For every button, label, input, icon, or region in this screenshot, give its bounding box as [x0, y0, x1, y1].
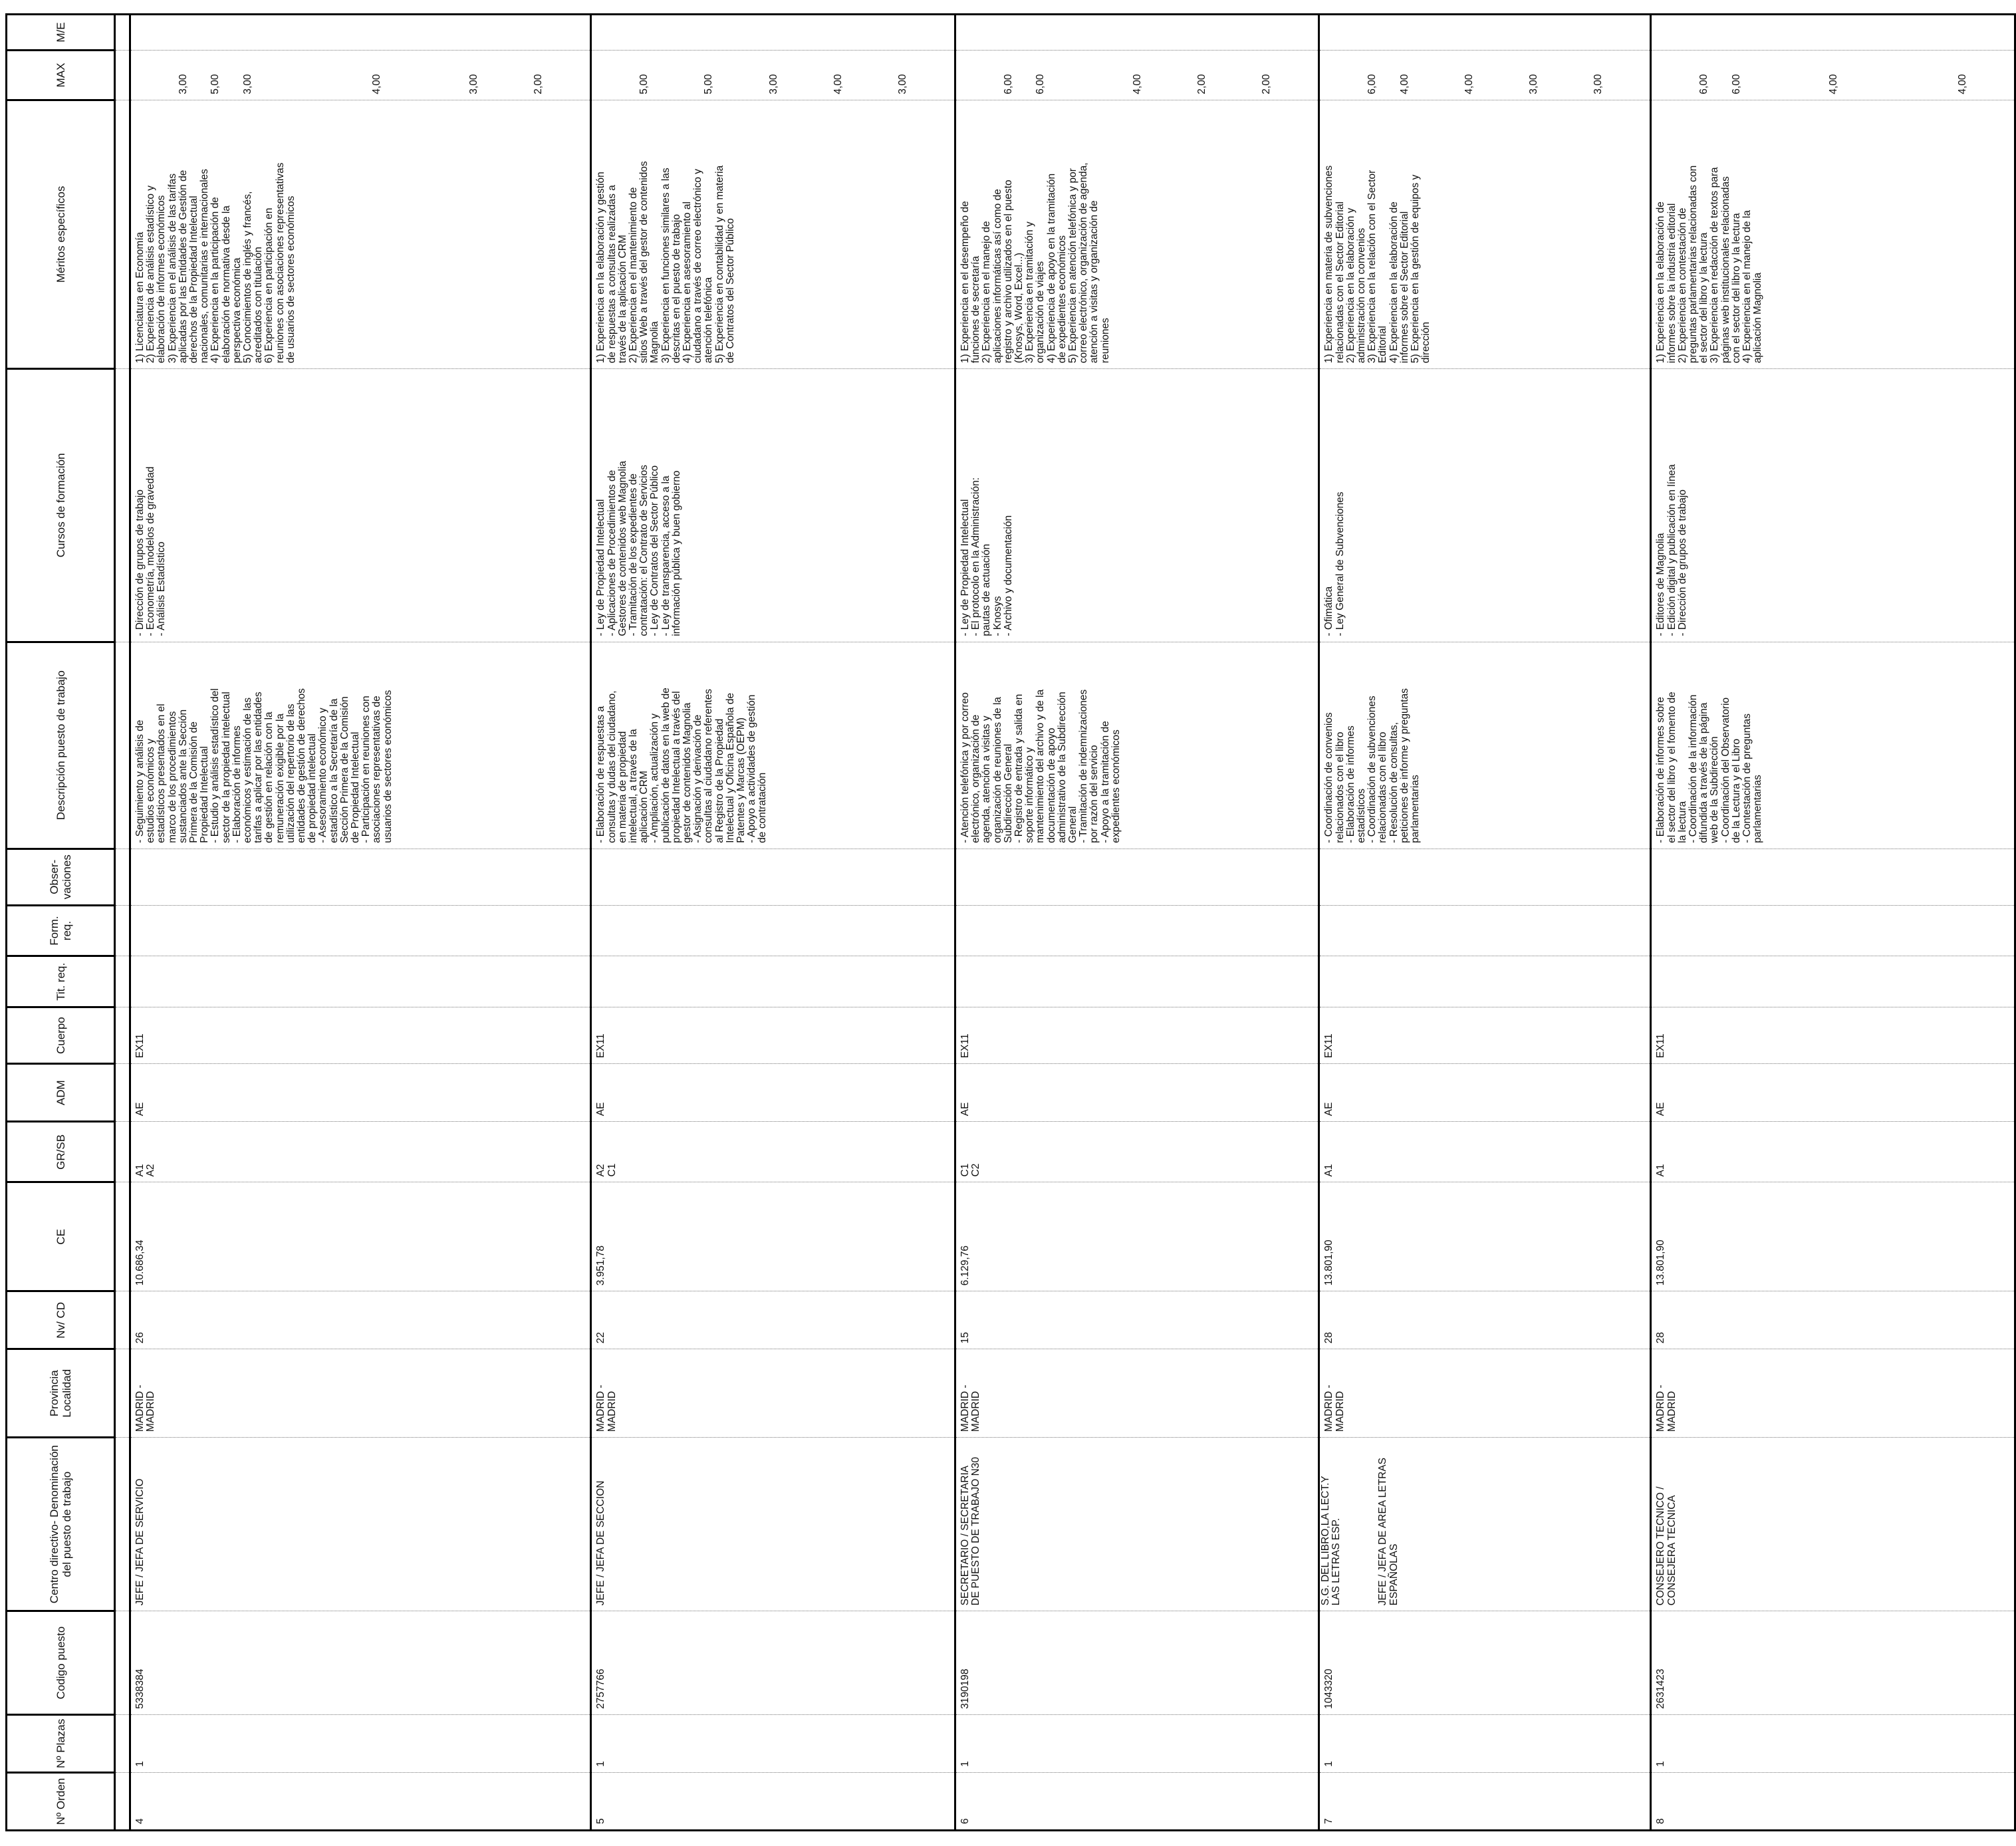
header-cuerpo: Cuerpo: [7, 1007, 115, 1064]
cell-grupo: A1: [1319, 1122, 1651, 1182]
table-row: [130, 15, 591, 1831]
header-cursos: Cursos de formación: [7, 369, 115, 642]
cell-orden: 6: [955, 1772, 1319, 1830]
header-nivel: Nv/ CD: [7, 1291, 115, 1349]
cell-ce: 10.686,34: [130, 1182, 591, 1291]
cell-cursos: - Ley de Propiedad Intelectual - Aplicaciones de Procedimientos de Gestores de contenidos web Magnolia - Tramitación de los expedientes de contratación: el Contrato de Servicios - Ley de Contratos del Sector Público - Ley de transparencia, acceso a la información pública y buen gobierno: [591, 369, 955, 642]
cell-obs: [1651, 849, 2015, 905]
cell-plazas: 1: [130, 1714, 591, 1772]
header-centro: Centro directivo- Denominación del puesto de trabajo: [7, 1438, 115, 1611]
cell-cuerpo: EX11: [1319, 1007, 1651, 1064]
cell-codigo: 5338384: [130, 1611, 591, 1715]
cell-me: [955, 15, 1319, 51]
max-score: 4,00: [1132, 74, 1144, 94]
max-score: [275, 54, 286, 94]
table-row: [591, 15, 955, 1831]
cell-descripcion: - Atención telefónica y por correo electrónico, organización de agenda, atención a visitas y organización de reuniones de la Subdirección General - Registro de entrada y salida en soporte informático y mantenimiento del archivo y de la documentación de apoyo administrativo de la Subdirección General - Tramitación de indemnizaciones por razón del servicio - Apoyo a la tramitación de expedientes económicos: [955, 642, 1319, 849]
cell-plazas: 1: [591, 1714, 955, 1772]
max-score: 3,00: [1592, 74, 1604, 94]
cell-adm: AE: [130, 1064, 591, 1122]
cell-adm: AE: [1319, 1064, 1651, 1122]
max-scores: [1678, 54, 1990, 94]
table-row: [1651, 15, 2015, 1831]
max-score: 2,00: [1196, 74, 1208, 94]
cell-cursos: - Ley de Propiedad Intelectual - El protocolo en la Administración: pautas de actuación - Knosys - Archivo y documentación: [955, 369, 1319, 642]
max-score: [1860, 54, 1871, 94]
cell-nivel: 22: [591, 1291, 955, 1349]
denominacion-text: JEFE / JEFA DE AREA LETRAS ESPAÑOLAS: [1377, 1458, 1400, 1606]
max-score: 3,00: [767, 74, 779, 94]
cell-me: [1319, 15, 1651, 51]
max-score: 5,00: [638, 74, 650, 94]
cell-orden: 5: [591, 1772, 955, 1830]
max-score: [1893, 54, 1904, 94]
cell-tit: [1319, 956, 1651, 1007]
max-score: 4,00: [1463, 74, 1475, 94]
table-row: [955, 15, 1319, 1831]
cell-orden: 7: [1319, 1772, 1651, 1830]
header-max: MAX: [7, 51, 115, 100]
max-score: [672, 54, 682, 94]
cell-meritos: 1) Experiencia en el desempeño de funciones de secretaría 2) Experiencia en el manejo de aplicaciones informáticas así como de registro y archivo utilizados en el puesto (Knosys, Word, Excel...) 3) Experiencia en tramitación y organización de viajes 4) Experiencia de apoyo en la tramitación de expedientes económicos 5) Experiencia en atención telefónica y por correo electrónico, organización de agenda, atención a visitas y organización de reuniones: [955, 100, 1319, 368]
cell-descripcion: - Seguimiento y análisis de estudios económicos y estadísticos presentados en el marco de los procedimientos sustanciados ante la Sección Primera de la Comisión de Propiedad Intelectual - Estudio y análisis estadístico del sector de la propiedad intelectual - Elaboración de informes económicos y estimación de las tarifas a aplicar por las entidades de gestión en relación con la remuneración exigible por la utilización del repertorio de las entidades de gestión de derechos de propiedad intelectual - Asesoramiento económico y estadístico a la Secretaría de la Sección Primera de la Comisión de Propiedad Intelectual - Participación en reuniones con asociaciones representativas de usuarios de sectores económicos: [130, 642, 591, 849]
cell-descripcion: - Elaboración de respuestas a consultas y dudas del ciudadano, en materia de propiedad intelectual, a través de la aplicación CRM - Ampliación, actualización y publicación de datos en la web de propiedad Intelectual a través del gestor de contenidos Magnolia - Asignación y derivación de consultas al ciudadano referentes al Registro de la Propiedad Intelectual y Oficina Española de Patentes y Marcas (OEPM) - Apoyo a actividades de gestión de contratación: [591, 642, 955, 849]
cell-plazas: 1: [1319, 1714, 1651, 1772]
cell-grupo: A2 C1: [591, 1122, 955, 1182]
cell-plazas: 1: [955, 1714, 1319, 1772]
cell-obs: [955, 849, 1319, 905]
cell-cursos: - Dirección de grupos de trabajo - Econometría, modelos de gravedad - Análisis Estadístico: [130, 369, 591, 642]
max-score: 3,00: [468, 74, 480, 94]
header-row: [7, 15, 115, 1831]
cell-nivel: 15: [955, 1291, 1319, 1349]
cell-tit: [955, 956, 1319, 1007]
cell-grupo: A1 A2: [130, 1122, 591, 1182]
cell-provincia: MADRID - MADRID: [955, 1349, 1319, 1438]
max-score: [736, 54, 747, 94]
max-score: 4,00: [1957, 74, 1968, 94]
table-row: [1319, 15, 1651, 1831]
cell-cursos: - Ofimática - Ley General de Subvenciones: [1319, 369, 1651, 642]
max-score: 6,00: [1035, 74, 1047, 94]
cell-form: [1651, 905, 2015, 956]
cell-form: [1319, 905, 1651, 956]
max-score: 2,00: [533, 74, 545, 94]
max-score: [865, 54, 876, 94]
max-score: [1497, 54, 1507, 94]
cell-meritos: 1) Experiencia en materia de subvenciones relacionadas con el Sector Editorial 2) Experiencia en la elaboración y administración con convenios 3) Experiencia en la relación con el Sector Editorial 4) Experiencia en la elaboración de informes sobre el Sector Editorial 5) Experiencia en la gestión de equipos y dirección: [1319, 100, 1651, 368]
cell-cuerpo: EX11: [955, 1007, 1319, 1064]
cell-provincia: MADRID - MADRID: [1319, 1349, 1651, 1438]
cell-tit: [591, 956, 955, 1007]
cell-provincia: MADRID - MADRID: [591, 1349, 955, 1438]
cell-cursos: - Editores de Magnolia - Edición digital y publicación en línea - Dirección de grupos de trabajo: [1651, 369, 2015, 642]
max-score: [307, 54, 318, 94]
cell-denominacion: [955, 1438, 1319, 1611]
cell-me: [1651, 15, 2015, 51]
cell-orden: 4: [130, 1772, 591, 1830]
header-ce: CE: [7, 1182, 115, 1291]
cell-adm: AE: [955, 1064, 1319, 1122]
cell-denominacion: [130, 1438, 591, 1611]
cell-max: [1319, 51, 1651, 100]
cell-grupo: A1: [1651, 1122, 2015, 1182]
max-score: 4,00: [832, 74, 844, 94]
max-score: 3,00: [896, 74, 908, 94]
denominacion-text: SECRETARIO / SECRETARIA DE PUESTO DE TRABAJO N30: [959, 1456, 982, 1606]
max-scores: [156, 54, 566, 94]
cell-codigo: 1043320: [1319, 1611, 1651, 1715]
cell-denominacion: [1651, 1438, 2015, 1611]
cell-adm: AE: [591, 1064, 955, 1122]
max-score: [1100, 54, 1111, 94]
cell-me: [130, 15, 591, 51]
cell-meritos: 1) Experiencia en la elaboración y gestión de respuestas a consultas realizadas a través de la aplicación CRM 2) Experiencia en el mantenimiento de sitios Web a través del gestor de contenidos Magnolia 3) Experiencia en funciones similares a las descritas en el puesto de trabajo 4) Experiencia en asesoramiento al ciudadano a través de correo electrónico y atención telefónica 5) Experiencia en contabilidad y en materia de Contratos del Sector Público: [591, 100, 955, 368]
cell-tit: [130, 956, 591, 1007]
cell-cuerpo: EX11: [1651, 1007, 2015, 1064]
max-score: [1925, 54, 1936, 94]
max-scores: [1346, 54, 1626, 94]
max-score: [1229, 54, 1240, 94]
cell-tit: [1651, 956, 2015, 1007]
cell-descripcion: - Elaboración de informes sobre el sector del libro y el fomento de la lectura - Coordinación de la información difundida a través de la página web de la Subdirección - Coordinación del Observatorio de la Lectura y el Libro - Contestación de preguntas parlamentarias: [1651, 642, 2015, 849]
cell-nivel: 26: [130, 1291, 591, 1349]
cell-plazas: 1: [1651, 1714, 2015, 1772]
header-plazas: Nº Plazas: [7, 1714, 115, 1772]
max-score: 2,00: [1261, 74, 1273, 94]
max-score: 3,00: [1528, 74, 1540, 94]
max-score: [404, 54, 415, 94]
cell-me: [591, 15, 955, 51]
header-orden: Nº Orden: [7, 1772, 115, 1830]
cell-adm: AE: [1651, 1064, 2015, 1122]
cell-form: [955, 905, 1319, 956]
cell-provincia: MADRID - MADRID: [130, 1349, 591, 1438]
cell-cuerpo: EX11: [591, 1007, 955, 1064]
header-provincia: Provincia Localidad: [7, 1349, 115, 1438]
cell-max: [130, 51, 591, 100]
cell-form: [591, 905, 955, 956]
max-score: 4,00: [1398, 74, 1410, 94]
max-score: [501, 54, 512, 94]
cell-nivel: 28: [1319, 1291, 1651, 1349]
max-scores: [981, 54, 1294, 94]
max-score: 6,00: [1366, 74, 1378, 94]
header-descripcion: Descripción puesto de trabajo: [7, 642, 115, 849]
header-obs: Obser- vaciones: [7, 849, 115, 905]
cell-obs: [591, 849, 955, 905]
cell-ce: 13.801,90: [1319, 1182, 1651, 1291]
cell-ce: 6.129,76: [955, 1182, 1319, 1291]
cell-ce: 13.801,90: [1651, 1182, 2015, 1291]
max-score: 6,00: [1730, 74, 1742, 94]
header-codigo: Codigo puesto: [7, 1611, 115, 1715]
cell-max: [1651, 51, 2015, 100]
centro-directivo-text: S.G. DEL LIBRO,LA LECT.Y LAS LETRAS ESP.: [1319, 1476, 1342, 1606]
max-scores: [618, 54, 930, 94]
cell-meritos: 1) Licenciatura en Economía 2) Experiencia de análisis estadístico y elaboración de informes económicos 3) Experiencia en el análisis de las tarifas aplicadas por las Entidades de Gestión de derechos de la Propiedad Intelectual nacionales, comunitarias e internacionales 4) Experiencia en la participación de elaboración de normativa desde la perspectiva económica 5) Conocimientos de inglés y francés, acreditados con titulación 6) Experiencia en participación en reuniones con asociaciones representativas de usuarios de sectores económicos: [130, 100, 591, 368]
cell-ce: 3.951,78: [591, 1182, 955, 1291]
denominacion-text: JEFE / JEFA DE SECCION: [595, 1480, 607, 1606]
cell-grupo: C1 C2: [955, 1122, 1319, 1182]
max-score: [801, 54, 811, 94]
header-form: Form. req.: [7, 905, 115, 956]
max-score: [340, 54, 350, 94]
max-score: 3,00: [242, 74, 253, 94]
header-tit: Tit. req.: [7, 956, 115, 1007]
job-positions-table: [5, 13, 2016, 1831]
max-score: [1561, 54, 1572, 94]
max-score: [1763, 54, 1774, 94]
cell-denominacion: [591, 1438, 955, 1611]
spacer-row: [115, 15, 130, 1831]
max-score: 6,00: [1002, 74, 1014, 94]
denominacion-text: JEFE / JEFA DE SERVICIO: [134, 1478, 146, 1606]
max-score: [1068, 54, 1078, 94]
header-me: M/E: [7, 15, 115, 51]
denominacion-text: CONSEJERO TECNICO / CONSEJERA TECNICA: [1655, 1486, 1678, 1606]
cell-descripcion: - Coordinación de convenios relacionados con el libro - Elaboración de informes estadísticos - Coordinación de subvenciones relacionadas con el libro - Resolución de consultas, peticiones de informe y preguntas parlamentarias: [1319, 642, 1651, 849]
cell-codigo: 2757766: [591, 1611, 955, 1715]
cell-obs: [130, 849, 591, 905]
max-score: [1796, 54, 1807, 94]
max-score: 5,00: [209, 74, 221, 94]
max-score: [437, 54, 447, 94]
max-score: 6,00: [1698, 74, 1710, 94]
max-score: [1432, 54, 1442, 94]
cell-orden: 8: [1651, 1772, 2015, 1830]
cell-max: [955, 51, 1319, 100]
cell-obs: [1319, 849, 1651, 905]
cell-provincia: MADRID - MADRID: [1651, 1349, 2015, 1438]
header-meritos: Méritos específicos: [7, 100, 115, 368]
cell-max: [591, 51, 955, 100]
cell-codigo: 2631423: [1651, 1611, 2015, 1715]
max-score: 4,00: [1827, 74, 1839, 94]
max-score: 3,00: [177, 74, 189, 94]
cell-denominacion: [1319, 1438, 1651, 1611]
max-score: 4,00: [371, 74, 383, 94]
cell-codigo: 3190198: [955, 1611, 1319, 1715]
cell-meritos: 1) Experiencia en la elaboración de informes sobre la industria editorial 2) Experiencia en contestación de preguntas parlamentarias relacionadas con el sector del libro y la lectura 3) Experiencia en redacción de textos para páginas web institucionales relacionadas con el sector del libro y la lectura 4) Experiencia en el manejo de la aplicación Magnolia: [1651, 100, 2015, 368]
max-score: 5,00: [703, 74, 715, 94]
cell-nivel: 28: [1651, 1291, 2015, 1349]
header-adm: ADM: [7, 1064, 115, 1122]
cell-cuerpo: EX11: [130, 1007, 591, 1064]
cell-form: [130, 905, 591, 956]
header-grupo: GR/SB: [7, 1122, 115, 1182]
max-score: [1165, 54, 1176, 94]
